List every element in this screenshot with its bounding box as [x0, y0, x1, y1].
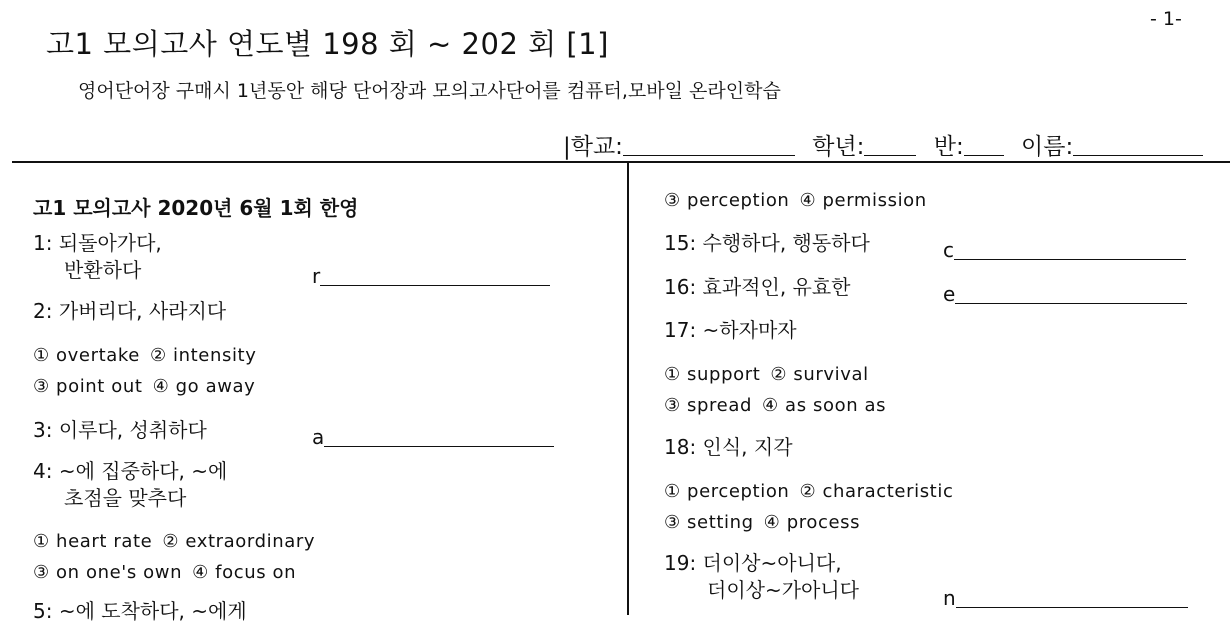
option[interactable]: ① perception — [664, 481, 790, 502]
option[interactable]: ④ go away — [152, 376, 256, 397]
options-row — [664, 395, 886, 416]
question-19 — [664, 550, 859, 604]
question-text: 1: 되돌아가다, — [33, 231, 162, 255]
option[interactable]: ④ as soon as — [762, 395, 887, 416]
answer-blank-15[interactable] — [943, 238, 1186, 262]
question-5: 5: ~에 도착하다, ~에게 — [33, 599, 247, 623]
answer-blank-19[interactable] — [943, 586, 1188, 610]
class-field[interactable] — [964, 133, 1004, 156]
option[interactable]: ② survival — [770, 364, 869, 385]
option[interactable]: ④ focus on — [192, 562, 297, 583]
option[interactable]: ③ on one's own — [33, 562, 183, 583]
answer-blank-3[interactable] — [312, 425, 554, 449]
option[interactable]: ③ setting — [664, 512, 754, 533]
school-label: |학교: — [563, 134, 623, 160]
option[interactable]: ③ perception — [664, 190, 790, 211]
page-number: - 1- — [1150, 8, 1182, 30]
page-title: 고1 모의고사 연도별 198 회 ~ 202 회 [1] — [46, 27, 609, 61]
options-row — [664, 190, 927, 211]
question-4 — [33, 458, 227, 512]
option[interactable]: ② extraordinary — [162, 531, 316, 552]
name-label: 이름: — [1021, 134, 1074, 160]
options-row — [664, 364, 869, 385]
class-label: 반: — [933, 134, 964, 160]
question-1 — [33, 230, 162, 284]
initial-letter: a — [312, 425, 325, 449]
question-3: 3: 이루다, 성취하다 — [33, 418, 207, 442]
option[interactable]: ① overtake — [33, 345, 140, 366]
initial-letter: n — [943, 586, 956, 610]
initial-letter: e — [943, 282, 956, 306]
question-text-cont: 초점을 맞추다 — [64, 486, 187, 510]
option[interactable]: ③ spread — [664, 395, 752, 416]
options-row — [33, 345, 256, 366]
options-row — [33, 562, 296, 583]
grade-field[interactable] — [864, 133, 916, 156]
option[interactable]: ① support — [664, 364, 761, 385]
question-18: 18: 인식, 지각 — [664, 435, 793, 459]
options-row — [664, 512, 860, 533]
question-17: 17: ~하자마자 — [664, 318, 797, 342]
option[interactable]: ① heart rate — [33, 531, 153, 552]
column-divider — [627, 162, 629, 615]
options-row — [33, 531, 315, 552]
question-text: 4: ~에 집중하다, ~에 — [33, 459, 228, 483]
header-divider — [12, 161, 1230, 163]
student-info — [563, 128, 1203, 161]
question-16: 16: 효과적인, 유효한 — [664, 275, 851, 299]
answer-blank-1[interactable] — [312, 264, 550, 288]
question-text-cont: 반환하다 — [64, 258, 142, 282]
options-row — [33, 376, 255, 397]
answer-blank-16[interactable] — [943, 282, 1187, 306]
option[interactable]: ④ process — [763, 512, 861, 533]
question-15: 15: 수행하다, 행동하다 — [664, 231, 870, 255]
section-title: 고1 모의고사 2020년 6월 1회 한영 — [33, 196, 359, 220]
option[interactable]: ② characteristic — [799, 481, 954, 502]
initial-letter: c — [943, 238, 954, 262]
question-2: 2: 가버리다, 사라지다 — [33, 299, 227, 323]
question-text-cont: 더이상~가아니다 — [707, 578, 859, 602]
initial-letter: r — [312, 264, 321, 288]
grade-label: 학년: — [812, 134, 865, 160]
subtitle: 영어단어장 구매시 1년동안 해당 단어장과 모의고사단어를 컴퓨터,모바일 온라인학습 — [78, 80, 781, 102]
option[interactable]: ④ permission — [799, 190, 927, 211]
options-row — [664, 481, 953, 502]
name-field[interactable] — [1073, 133, 1203, 156]
option[interactable]: ② intensity — [149, 345, 257, 366]
question-text: 19: 더이상~아니다, — [664, 551, 842, 575]
option[interactable]: ③ point out — [33, 376, 143, 397]
school-field[interactable] — [623, 133, 795, 156]
